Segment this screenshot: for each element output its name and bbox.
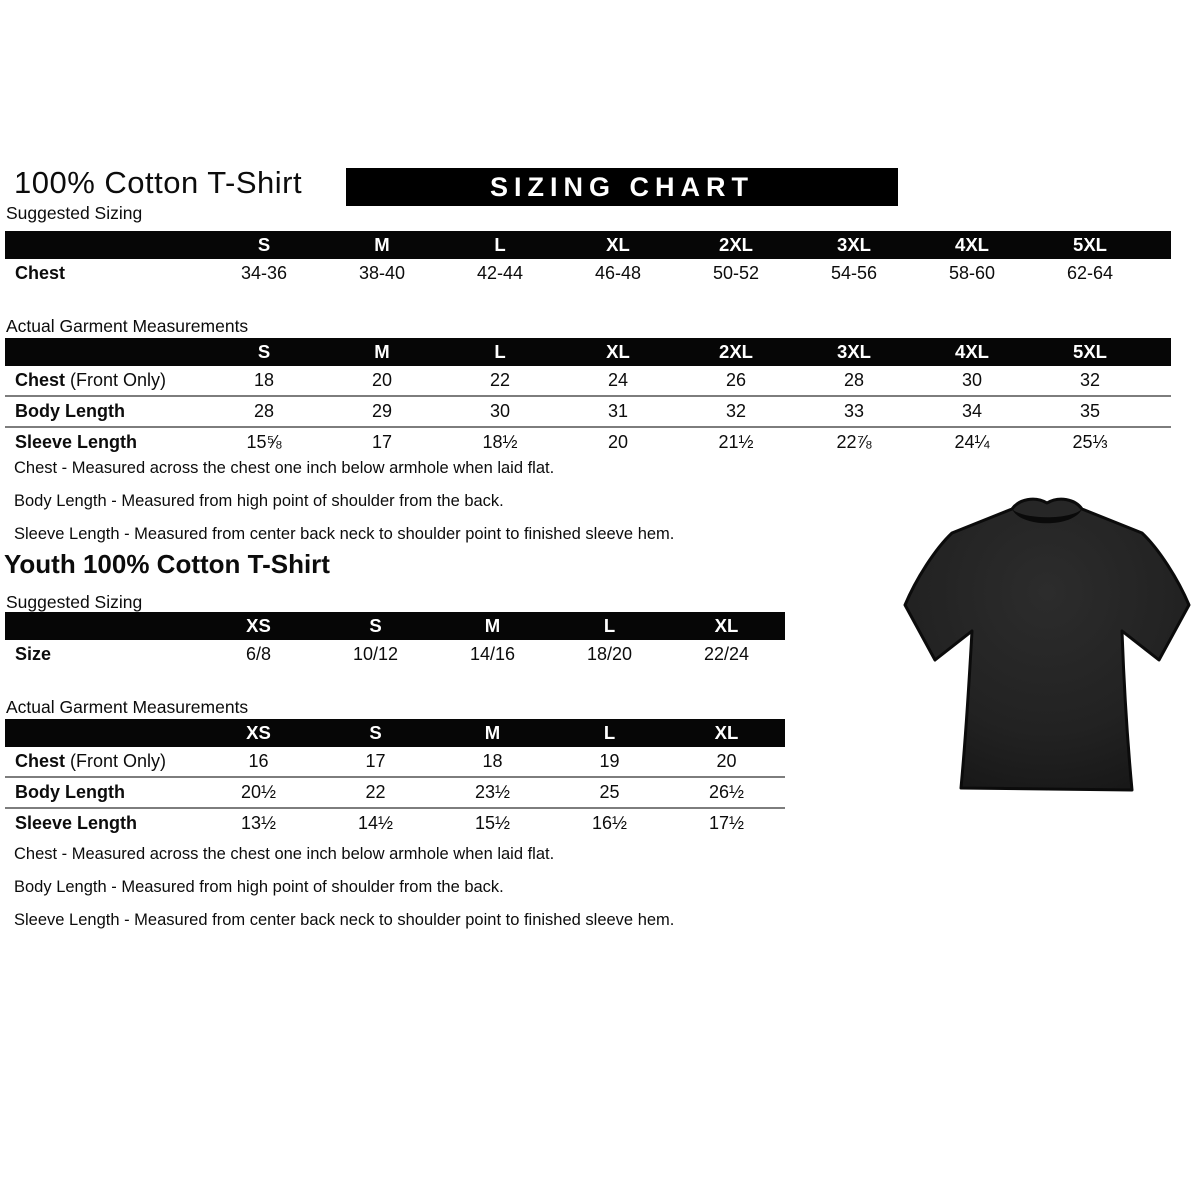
cell: 22/24 [703,644,750,664]
cell: 62-64 [1066,263,1114,283]
note-line: Sleeve Length - Measured from center back neck to shoulder point to finished sleeve hem. [14,911,675,929]
table-header-row [5,719,785,747]
table-row [5,747,785,777]
adult-actual-measurements-label: Actual Garment Measurements [6,316,249,336]
spacer-cell [1149,427,1171,457]
cell: 16½ [551,808,668,838]
cell: 24¼ [913,427,1031,457]
col-header: 5XL [1031,231,1149,259]
col-header: S [317,612,434,640]
row-label: Body Length [5,396,205,427]
cell: 14½ [317,808,434,838]
note-line: Body Length - Measured from high point of shoulder from the back. [14,878,504,896]
cell: 28 [205,396,323,427]
adult-measurement-notes [14,452,674,551]
cell: 18 [482,751,503,771]
cell: 13½ [200,808,317,838]
col-header: XS [200,719,317,747]
row-label: Body Length [5,777,200,808]
col-header: L [441,231,559,259]
youth-actual-measurements-label: Actual Garment Measurements [6,697,249,717]
adult-suggested-sizing-table [5,231,1171,288]
col-header: M [323,338,441,366]
row-label: Sleeve Length [5,427,205,457]
col-header: XL [559,338,677,366]
tshirt-body [905,499,1189,790]
spacer-cell [1149,366,1171,396]
cell: 31 [559,396,677,427]
cell: 6/8 [245,644,272,664]
col-header: 2XL [677,231,795,259]
col-header: L [551,612,668,640]
table-row [5,640,785,669]
note-line: Chest - Measured across the chest one inch below armhole when laid flat. [14,845,555,863]
spacer-cell [1149,396,1171,427]
cell: 42-44 [476,263,524,283]
cell: 20½ [200,777,317,808]
cell: 50-52 [712,263,760,283]
col-header: S [317,719,434,747]
col-header: M [323,231,441,259]
cell: 22⅞ [795,427,913,457]
cell: 20 [716,751,737,771]
page-title: 100% Cotton T-Shirt [14,165,303,200]
cell: 14/16 [469,644,516,664]
corner-cell [5,612,200,640]
youth-suggested-sizing-label: Suggested Sizing [6,592,143,612]
row-label: Chest (Front Only) [15,751,167,771]
cell: 17½ [668,808,785,838]
cell: 24 [607,370,629,390]
col-header: 3XL [795,231,913,259]
cell: 34-36 [240,263,288,283]
cell: 17 [323,427,441,457]
cell: 54-56 [830,263,878,283]
black-tshirt-image [895,473,1200,808]
cell: 33 [795,396,913,427]
col-header: L [441,338,559,366]
col-header: XL [668,612,785,640]
cell: 17 [365,751,386,771]
cell: 34 [913,396,1031,427]
cell: 15½ [434,808,551,838]
cell: 20 [559,427,677,457]
cell: 10/12 [352,644,399,664]
row-label: Chest (Front Only) [15,370,167,390]
sizing-chart-banner: SIZING CHART [346,168,898,206]
table-row [5,366,1171,396]
note-line: Sleeve Length - Measured from center back neck to shoulder point to finished sleeve hem. [14,525,675,543]
col-header: S [205,231,323,259]
cell: 15⅝ [205,427,323,457]
row-label: Size [15,644,52,664]
col-header: 5XL [1031,338,1149,366]
col-header: M [434,612,551,640]
col-header: XL [668,719,785,747]
cell: 19 [599,751,620,771]
cell: 32 [677,396,795,427]
col-header: 2XL [677,338,795,366]
cell: 30 [961,370,983,390]
youth-measurement-notes [14,838,674,937]
corner-cell [5,231,205,259]
table-header-row [5,612,785,640]
col-header: 4XL [913,338,1031,366]
adult-actual-measurements-table [5,338,1171,457]
spacer-cell [1149,338,1171,366]
cell: 20 [371,370,393,390]
cell: 28 [843,370,865,390]
table-row [5,777,785,808]
col-header: L [551,719,668,747]
cell: 29 [323,396,441,427]
cell: 46-48 [594,263,642,283]
table-header-row [5,231,1171,259]
table-header-row [5,338,1171,366]
col-header: 4XL [913,231,1031,259]
cell: 21½ [677,427,795,457]
note-line: Chest - Measured across the chest one inch below armhole when laid flat. [14,459,555,477]
row-label: Sleeve Length [5,808,200,838]
cell: 25 [551,777,668,808]
cell: 25⅓ [1031,427,1149,457]
cell: 35 [1031,396,1149,427]
youth-suggested-sizing-table [5,612,785,669]
cell: 26½ [668,777,785,808]
cell: 23½ [434,777,551,808]
spacer-cell [1149,231,1171,259]
cell: 22 [317,777,434,808]
col-header: XL [559,231,677,259]
cell: 58-60 [948,263,996,283]
row-label-suffix: (Front Only) [65,751,167,771]
col-header: S [205,338,323,366]
cell: 26 [725,370,747,390]
cell: 22 [489,370,511,390]
cell: 18/20 [586,644,633,664]
table-row [5,396,1171,427]
youth-actual-measurements-table [5,719,785,838]
col-header: XS [200,612,317,640]
cell: 38-40 [358,263,406,283]
table-row [5,259,1171,288]
youth-section-title: Youth 100% Cotton T-Shirt [4,549,330,579]
cell: 18 [253,370,275,390]
corner-cell [5,338,205,366]
row-label: Chest [15,263,66,283]
cell: 16 [248,751,269,771]
spacer-cell [1149,259,1171,288]
table-row [5,808,785,838]
cell: 32 [1079,370,1101,390]
corner-cell [5,719,200,747]
adult-suggested-sizing-label: Suggested Sizing [6,203,143,223]
note-line: Body Length - Measured from high point of shoulder from the back. [14,492,504,510]
cell: 18½ [441,427,559,457]
col-header: 3XL [795,338,913,366]
row-label-suffix: (Front Only) [65,370,167,390]
col-header: M [434,719,551,747]
cell: 30 [441,396,559,427]
